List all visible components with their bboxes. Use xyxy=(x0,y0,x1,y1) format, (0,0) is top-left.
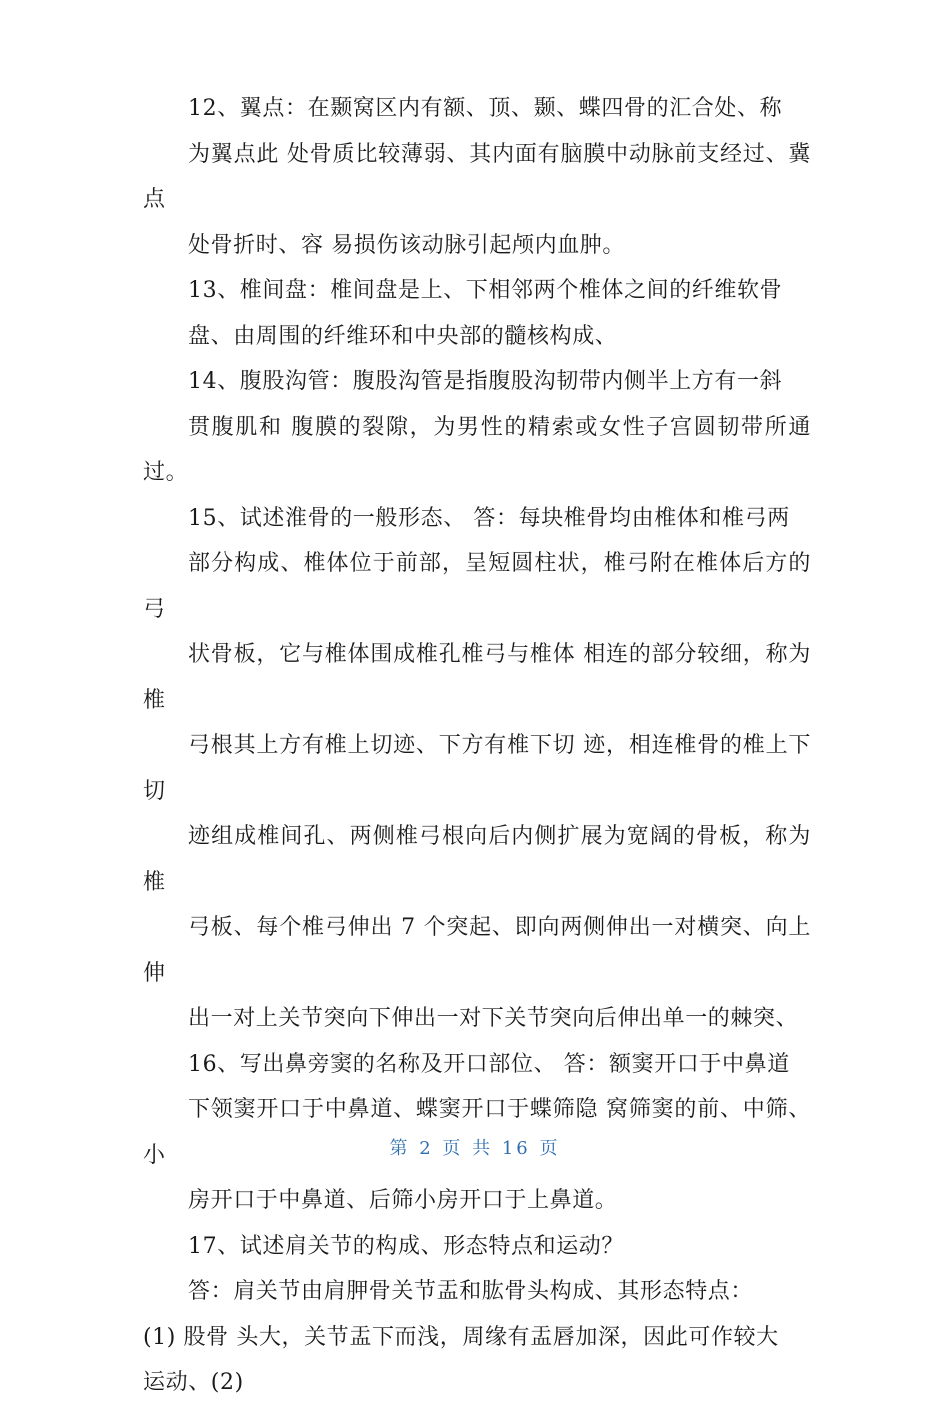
text-line: 答：肩关节由肩胛骨关节盂和肱骨头构成、其形态特点： xyxy=(188,1279,754,1304)
paragraph-12-pterion xyxy=(143,86,811,268)
text-line: 部分构成、椎体位于前部，呈短圆柱状，椎弓附在椎体后方的弓 xyxy=(143,551,811,622)
text-line: 为翼点此 处骨质比较薄弱、其内面有脑膜中动脉前支经过、冀点 xyxy=(143,141,811,212)
paragraph-17-answer xyxy=(143,1269,811,1315)
text-line: 迹组成椎间孔、两侧椎弓根向后内侧扩展为宽阔的骨板，称为椎 xyxy=(143,824,811,895)
paragraph-17-answer-continued xyxy=(143,1315,811,1406)
paragraph-17-question xyxy=(143,1224,811,1270)
text-line: 13、椎间盘：椎间盘是上、下相邻两个椎体之间的纤维软骨 xyxy=(188,278,783,303)
text-line: 16、写出鼻旁窦的名称及开口部位、 答：额窦开口于中鼻道 xyxy=(188,1051,790,1077)
text-line: (1) 股骨 头大，关节盂下而浅，周缘有盂唇加深，因此可作较大 xyxy=(143,1324,779,1350)
text-line: 运动、(2) xyxy=(143,1370,244,1395)
paragraph-16-paranasal-sinuses xyxy=(143,1042,811,1224)
text-line: 盘、由周围的纤维环和中央部的髓核构成、 xyxy=(188,323,618,349)
text-line: 17、试述肩关节的构成、形态特点和运动？ xyxy=(188,1233,624,1259)
document-body xyxy=(143,86,811,1406)
paragraph-15-vertebra xyxy=(143,496,811,1042)
text-line: 弓板、每个椎弓伸出 7 个突起、即向两侧伸出一对横突、向上伸 xyxy=(143,915,811,986)
text-line: 出一对上关节突向下伸出一对下关节突向后伸出单一的棘突、 xyxy=(188,1006,799,1031)
paragraph-14-inguinal-canal xyxy=(143,359,811,496)
text-line: 下领窦开口于中鼻道、蝶窦开口于蝶筛隐 窝筛窦的前、中筛、小 xyxy=(143,1097,811,1168)
text-line: 处骨折时、容 易损伤该动脉引起颅内血肿。 xyxy=(188,232,625,258)
paragraph-13-intervertebral-disc xyxy=(143,268,811,359)
text-line: 12、翼点：在颞窝区内有额、顶、颞、蝶四骨的汇合处、称 xyxy=(188,96,783,121)
text-line: 15、试述淮骨的一般形态、 答：每块椎骨均由椎体和椎弓两 xyxy=(188,505,790,531)
text-line: 弓根其上方有椎上切迹、下方有椎下切 迹，相连椎骨的椎上下切 xyxy=(143,733,811,804)
text-line: 14、腹股沟管：腹股沟管是指腹股沟韧带内侧半上方有一斜 xyxy=(188,369,783,394)
text-line: 状骨板，它与椎体围成椎孔椎弓与椎体 相连的部分较细，称为椎 xyxy=(143,642,811,713)
text-line: 贯腹肌和 腹膜的裂隙，为男性的精索或女性子宫圆韧带所通过。 xyxy=(143,414,811,485)
page-number-footer: 第 2 页 共 16 页 xyxy=(389,1138,561,1159)
text-line: 房开口于中鼻道、后筛小房开口于上鼻道。 xyxy=(188,1188,618,1213)
